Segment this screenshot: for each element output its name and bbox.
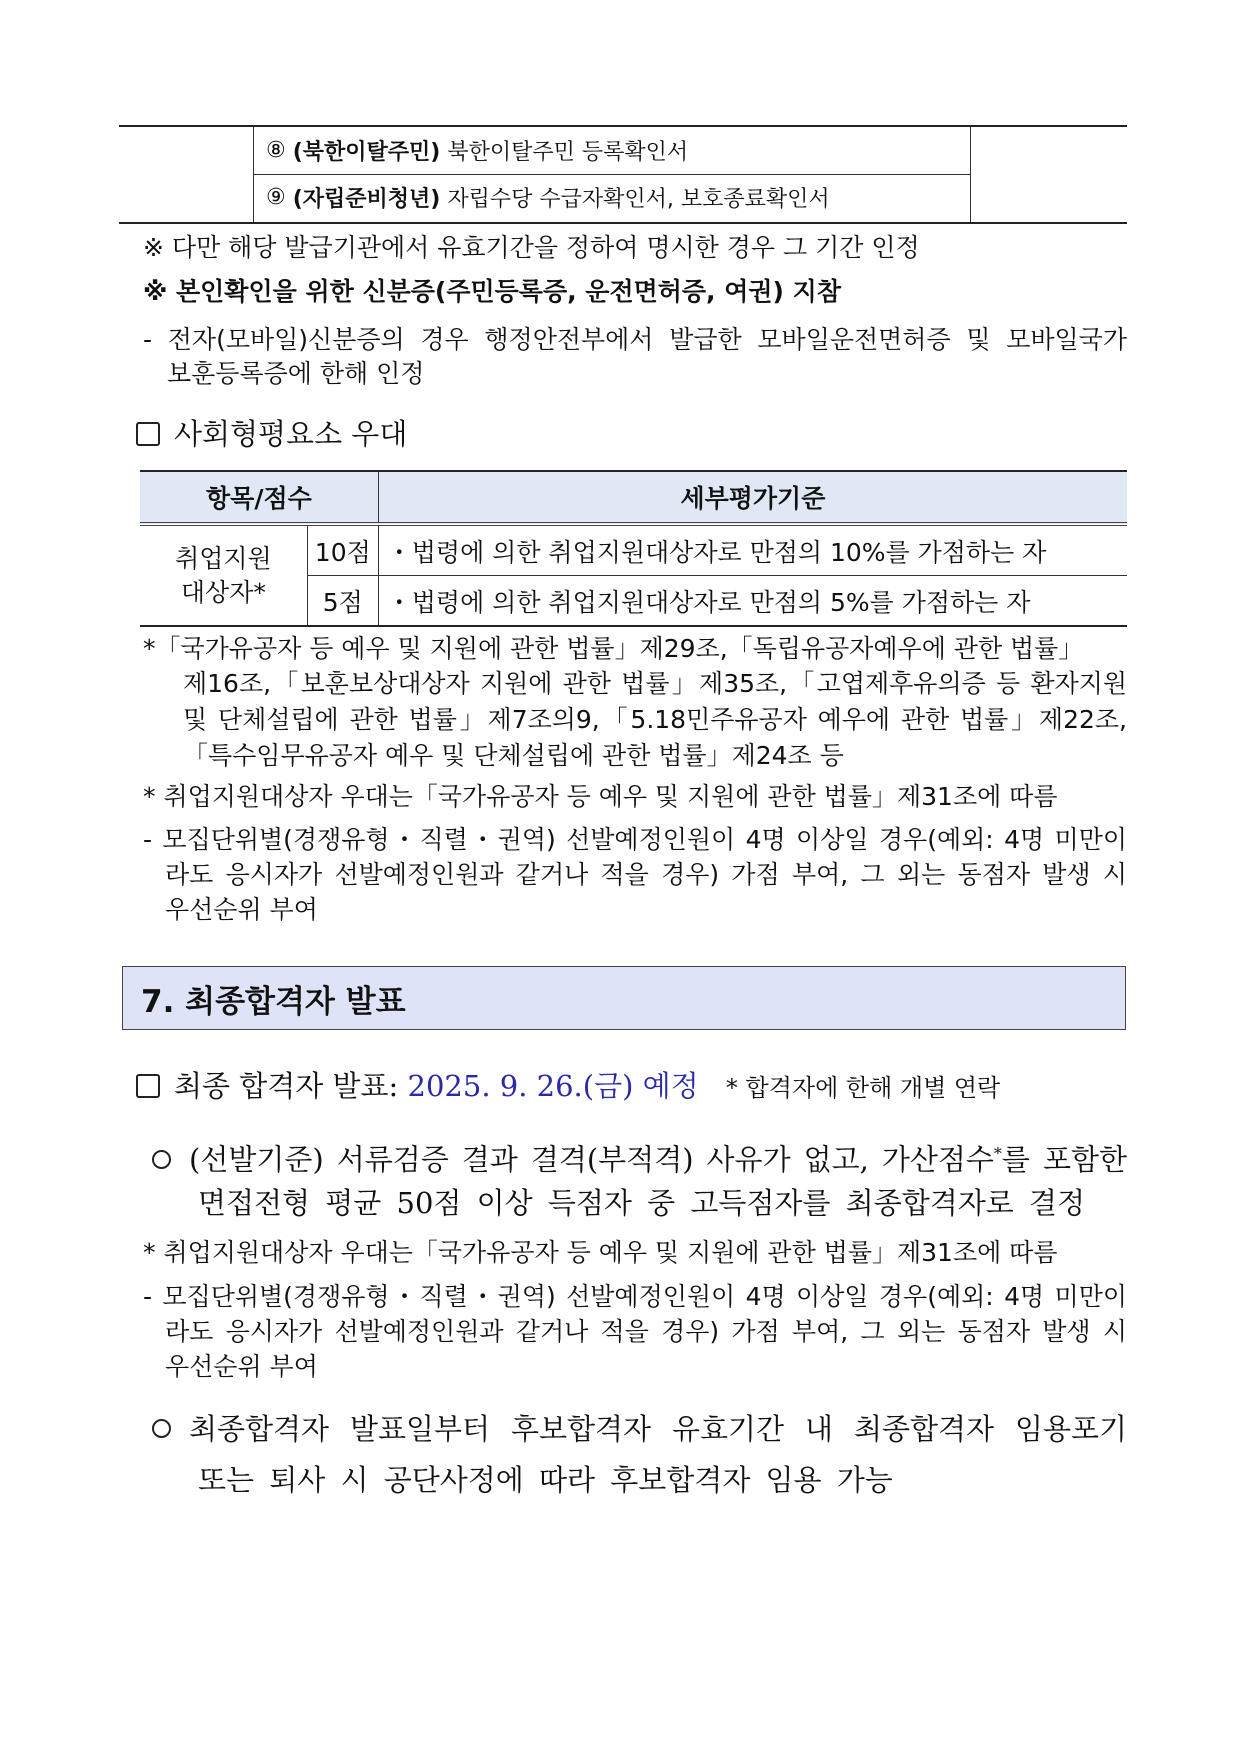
footnote-bonus-1: - 모집단위별(경쟁유형・직렬・권역) 선발예정인원이 4명 이상일 경우(예외: 4명 미만이 — [143, 825, 1127, 854]
header-criteria: 세부평가기준 — [378, 471, 1127, 524]
reserve-line-2: 또는 퇴사 시 공단사정에 따라 후보합격자 임용 가능 — [198, 1463, 893, 1497]
footnote-bonus-3: 우선순위 부여 — [165, 895, 318, 924]
square-bullet-icon — [136, 1074, 160, 1098]
footnote-preference: * 취업지원대상자 우대는「국가유공자 등 예우 및 지원에 관한 법률」제31조에 따름 — [143, 782, 1058, 811]
table-header-row — [140, 471, 1127, 524]
announce-line — [136, 1066, 1000, 1108]
announce-note: * 합격자에 한해 개별 연락 — [725, 1074, 1001, 1102]
header-item-score: 항목/점수 — [140, 471, 378, 524]
table-row — [254, 127, 970, 175]
item-text: 자립수당 수급자확인서, 보호종료확인서 — [440, 187, 830, 212]
section-title-7 — [122, 966, 1126, 1030]
criteria-cell: ・법령에 의한 취업지원대상자로 만점의 10%를 가점하는 자 — [378, 524, 1127, 576]
footnote-bonus-2-1: - 모집단위별(경쟁유형・직렬・권역) 선발예정인원이 4명 이상일 경우(예외: 4명 미만이 — [143, 1282, 1127, 1311]
footnote-bonus-2-2: 라도 응시자가 선발예정인원과 같거나 적을 경우) 가점 부여, 그 외는 동점자 발생 시 — [165, 1317, 1127, 1346]
criteria-asterisk: * — [993, 1144, 1002, 1163]
footnote-laws-3: 및 단체설립에 관한 법률」제7조의9,「5.18민주유공자 예우에 관한 법률」제22조, — [183, 705, 1127, 734]
table-row — [140, 524, 1127, 576]
heading-text: 사회형평요소 우대 — [174, 417, 408, 451]
item-number: ⑧ — [266, 138, 286, 163]
social-equity-table — [140, 470, 1127, 627]
category-cell — [140, 524, 307, 626]
announce-label: 최종 합격자 발표: — [174, 1069, 399, 1103]
circle-bullet-icon — [152, 1150, 171, 1169]
document-table-top — [119, 125, 1127, 224]
note-mobile-id-2: 보훈등록증에 한해 인정 — [167, 359, 425, 388]
footnote-bonus-2-3: 우선순위 부여 — [165, 1352, 318, 1381]
category-line: 대상자* — [180, 577, 266, 607]
announce-date: 2025. 9. 26.(금) 예정 — [407, 1069, 699, 1103]
note-id-required: ※ 본인확인을 위한 신분증(주민등록증, 운전면허증, 여권) 지참 — [143, 277, 841, 306]
note-mobile-id-1: - 전자(모바일)신분증의 경우 행정안전부에서 발급한 모바일운전면허증 및 모바일국가 — [143, 325, 1127, 354]
note-validity: ※ 다만 해당 발급기관에서 유효기간을 정하여 명시한 경우 그 기간 인정 — [143, 233, 920, 262]
criteria-line-1 — [152, 1134, 1127, 1180]
circle-bullet-icon — [152, 1419, 171, 1438]
item-text: 북한이탈주민 등록확인서 — [440, 140, 689, 165]
points-cell: 5점 — [307, 576, 378, 627]
table-row — [254, 174, 970, 221]
table-middle-column — [253, 127, 971, 222]
footnote-laws-2: 제16조,「보훈보상대상자 지원에 관한 법률」제35조,「고엽제후유의증 등 환자지원 — [183, 669, 1127, 698]
points-cell: 10점 — [307, 524, 378, 576]
section-title-text: 7. 최종합격자 발표 — [141, 983, 406, 1020]
footnote-laws-4: 「특수임무유공자 예우 및 단체설립에 관한 법률」제24조 등 — [183, 741, 844, 770]
footnote-preference-2: * 취업지원대상자 우대는「국가유공자 등 예우 및 지원에 관한 법률」제31조에 따름 — [143, 1238, 1058, 1267]
reserve-line-1 — [152, 1409, 1127, 1449]
criteria-cell: ・법령에 의한 취업지원대상자로 만점의 5%를 가점하는 자 — [378, 576, 1127, 627]
criteria-line-2: 면접전형 평균 50점 이상 득점자 중 고득점자를 최종합격자로 결정 — [198, 1186, 1086, 1220]
square-bullet-icon — [136, 422, 160, 446]
criteria-text: (선발기준) 서류검증 결과 결격(부적격) 사유가 없고, 가산점수 — [189, 1142, 994, 1177]
item-label: (자립준비청년) — [292, 187, 441, 212]
item-number: ⑨ — [266, 185, 286, 210]
reserve-text: 최종합격자 발표일부터 후보합격자 유효기간 내 최종합격자 임용포기 — [189, 1412, 1127, 1446]
item-label: (북한이탈주민) — [292, 140, 441, 165]
category-line: 취업지원 — [175, 543, 272, 573]
footnote-laws-1: *「국가유공자 등 예우 및 지원에 관한 법률」제29조,「독립유공자예우에 관한 법률」 — [143, 634, 1084, 663]
criteria-text-cont: 를 포함한 — [1001, 1142, 1127, 1177]
footnote-bonus-2: 라도 응시자가 선발예정인원과 같거나 적을 경우) 가점 부여, 그 외는 동점자 발생 시 — [165, 860, 1127, 889]
section-heading-social — [136, 414, 407, 454]
